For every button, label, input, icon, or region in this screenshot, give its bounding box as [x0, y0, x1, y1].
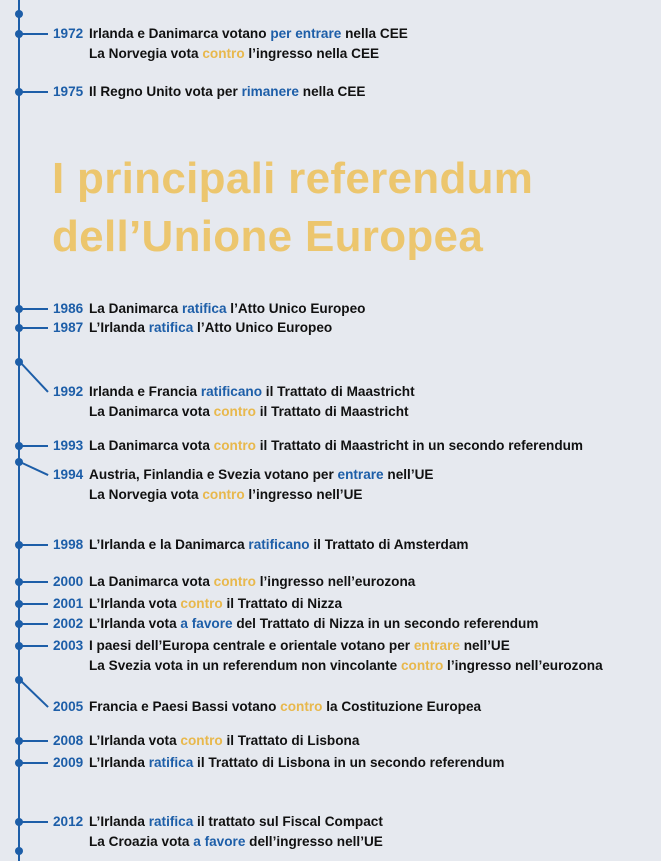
event-year: 2002: [53, 616, 84, 631]
event-year: 1987: [53, 320, 84, 335]
timeline-event: [53, 697, 481, 717]
event-line: [53, 44, 408, 64]
timeline-event: [53, 812, 383, 852]
timeline-connector: [19, 361, 48, 392]
event-highlight: ratificano: [248, 537, 310, 552]
timeline-connector: [19, 679, 48, 707]
event-line: [53, 733, 359, 748]
timeline-event: [53, 24, 408, 64]
event-highlight: ratificano: [200, 384, 263, 399]
event-text: La Danimarca: [89, 301, 182, 316]
event-highlight: ratifica: [181, 301, 227, 316]
event-highlight: contro: [180, 733, 223, 748]
event-text: l’ingresso nell’eurozona: [443, 658, 603, 673]
event-year: 1975: [53, 84, 84, 99]
timeline-connector: [20, 461, 49, 476]
event-text: La Danimarca vota: [89, 574, 214, 589]
event-text: il Trattato di Amsterdam: [309, 537, 469, 552]
event-text: la Costituzione Europea: [322, 699, 482, 714]
timeline-event: [53, 299, 365, 319]
event-highlight: contro: [213, 574, 256, 589]
event-line: [53, 301, 365, 316]
timeline-axis: [18, 0, 20, 861]
event-text: Il Regno Unito vota per: [89, 84, 242, 99]
event-year: 1998: [53, 537, 84, 552]
timeline-connector: [20, 645, 48, 647]
event-line: [53, 402, 415, 422]
event-highlight: a favore: [180, 616, 233, 631]
title-line-1: I principali referendum: [52, 154, 534, 203]
timeline-connector: [20, 821, 48, 823]
event-text: l’Atto Unico Europeo: [226, 301, 366, 316]
event-line: [53, 699, 481, 714]
event-highlight: ratifica: [148, 814, 194, 829]
event-line: [53, 26, 408, 41]
event-text: La Svezia vota in un referendum non vincolante: [89, 658, 401, 673]
timeline-event: [53, 382, 415, 422]
event-highlight: contro: [400, 658, 444, 673]
event-text: L’Irlanda vota: [89, 596, 181, 611]
timeline-event: [53, 535, 469, 555]
event-text: L’Irlanda e la Danimarca: [89, 537, 249, 552]
event-highlight: contro: [202, 46, 245, 61]
event-year: 2012: [53, 814, 84, 829]
timeline-connector: [20, 762, 48, 764]
event-line: [53, 467, 433, 482]
event-highlight: contro: [213, 438, 256, 453]
event-text: l’ingresso nell’eurozona: [255, 574, 416, 589]
event-line: [53, 755, 504, 770]
event-highlight: contro: [213, 404, 256, 419]
event-year: 2000: [53, 574, 84, 589]
timeline-event: [53, 82, 365, 102]
event-text: La Danimarca vota: [89, 438, 214, 453]
event-year: 1993: [53, 438, 84, 453]
event-text: il Trattato di Nizza: [222, 596, 343, 611]
page-title: [52, 150, 533, 266]
event-text: La Norvegia vota: [89, 46, 203, 61]
event-line: [53, 616, 538, 631]
event-highlight: a favore: [193, 834, 246, 849]
timeline-connector: [20, 740, 48, 742]
event-text: dell’ingresso nell’UE: [245, 834, 383, 849]
event-year: 2005: [53, 699, 84, 714]
event-highlight: entrare: [413, 638, 460, 653]
event-line: [53, 638, 510, 653]
timeline-connector: [20, 445, 48, 447]
event-text: nell’UE: [383, 467, 434, 482]
event-text: L’Irlanda: [89, 814, 149, 829]
event-highlight: entrare: [337, 467, 384, 482]
event-text: nella CEE: [299, 84, 366, 99]
event-text: nell’UE: [459, 638, 510, 653]
timeline-connector: [20, 603, 48, 605]
event-text: l’ingresso nell’UE: [244, 487, 363, 502]
event-highlight: contro: [280, 699, 323, 714]
event-line: [53, 84, 365, 99]
event-text: La Danimarca vota: [89, 404, 214, 419]
timeline-event: [53, 731, 359, 751]
timeline-event: [53, 636, 603, 676]
event-year: 2003: [53, 638, 84, 653]
event-line: [53, 320, 332, 335]
timeline-connector: [20, 91, 48, 93]
event-highlight: ratifica: [148, 320, 194, 335]
event-year: 2009: [53, 755, 84, 770]
event-line: [53, 485, 433, 505]
event-text: del Trattato di Nizza in un secondo referendum: [232, 616, 539, 631]
event-line: [53, 832, 383, 852]
event-text: il Trattato di Lisbona: [222, 733, 360, 748]
timeline-connector: [20, 581, 48, 583]
event-line: [53, 537, 469, 552]
event-text: Irlanda e Francia: [89, 384, 201, 399]
event-text: il Trattato di Lisbona in un secondo referendum: [193, 755, 505, 770]
timeline-event: [53, 594, 342, 614]
event-highlight: contro: [180, 596, 223, 611]
event-line: [53, 384, 415, 399]
timeline-dot: [15, 847, 23, 855]
event-highlight: ratifica: [148, 755, 194, 770]
event-text: I paesi dell’Europa centrale e orientale votano per: [89, 638, 414, 653]
event-text: L’Irlanda vota: [89, 733, 181, 748]
timeline-event: [53, 572, 415, 592]
timeline-connector: [20, 308, 48, 310]
event-text: l’Atto Unico Europeo: [193, 320, 333, 335]
event-text: L’Irlanda: [89, 320, 149, 335]
event-text: L’Irlanda vota: [89, 616, 181, 631]
event-line: [53, 438, 583, 453]
event-line: [53, 814, 383, 829]
event-year: 1992: [53, 384, 84, 399]
title-line-2: dell’Unione Europea: [52, 212, 484, 261]
timeline-dot: [15, 10, 23, 18]
event-text: il trattato sul Fiscal Compact: [193, 814, 383, 829]
timeline-event: [53, 465, 433, 505]
event-line: [53, 656, 603, 676]
event-text: nella CEE: [341, 26, 408, 41]
event-text: il Trattato di Maastricht: [255, 404, 409, 419]
event-text: il Trattato di Maastricht: [262, 384, 415, 399]
event-highlight: per entrare: [270, 26, 342, 41]
event-text: Irlanda e Danimarca votano: [89, 26, 271, 41]
event-text: Francia e Paesi Bassi votano: [89, 699, 281, 714]
event-year: 1994: [53, 467, 84, 482]
timeline-event: [53, 753, 504, 773]
event-text: Austria, Finlandia e Svezia votano per: [89, 467, 338, 482]
timeline-connector: [20, 327, 48, 329]
event-year: 1986: [53, 301, 84, 316]
timeline-connector: [20, 623, 48, 625]
event-text: La Norvegia vota: [89, 487, 203, 502]
event-line: [53, 574, 415, 589]
event-highlight: contro: [202, 487, 245, 502]
timeline-event: [53, 614, 538, 634]
timeline-connector: [20, 33, 48, 35]
event-text: L’Irlanda: [89, 755, 149, 770]
event-year: 2001: [53, 596, 84, 611]
event-line: [53, 596, 342, 611]
event-year: 1972: [53, 26, 84, 41]
timeline-event: [53, 436, 583, 456]
event-highlight: rimanere: [241, 84, 299, 99]
event-text: l’ingresso nella CEE: [244, 46, 380, 61]
event-text: La Croazia vota: [89, 834, 194, 849]
event-text: il Trattato di Maastricht in un secondo referendum: [255, 438, 584, 453]
timeline-connector: [20, 544, 48, 546]
timeline-event: [53, 318, 332, 338]
event-year: 2008: [53, 733, 84, 748]
